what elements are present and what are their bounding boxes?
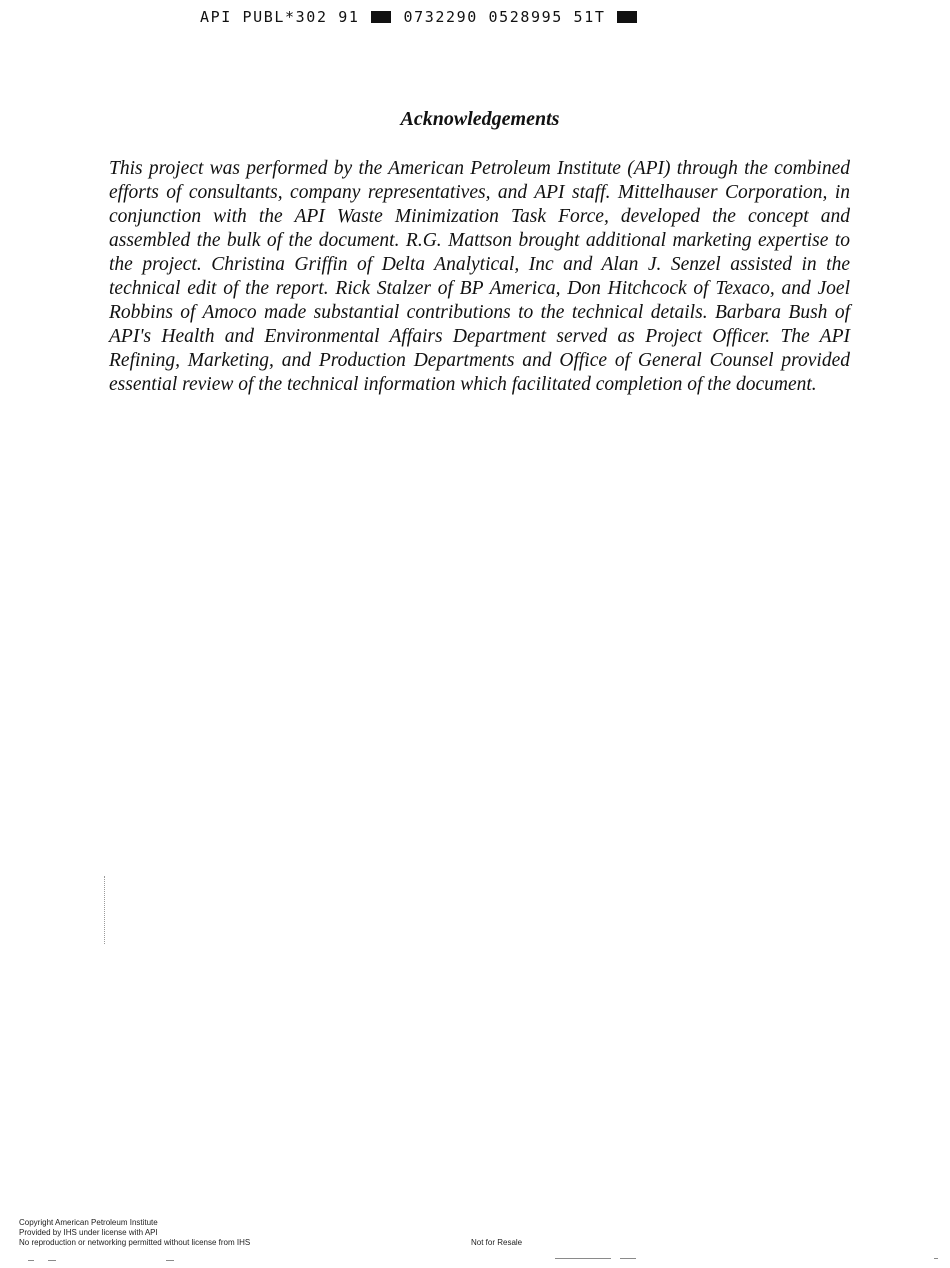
- not-for-resale-label: Not for Resale: [471, 1238, 523, 1247]
- footer-copyright-line: Copyright American Petroleum Institute: [19, 1218, 158, 1227]
- acknowledgements-paragraph: This project was performed by the American Petroleum Institute (API) through the combined efforts of consultants, company representatives, and API staff. Mittelhauser Corporation, in conjunction with the API Waste Minimization Task Force, developed the concept and assembled the bulk of the document. R.G. Mattson brought additional marketing expertise to the project. Christina Griffin of Delta Analytical, Inc and Alan J. Senzel assisted in the technical edit of the report. Rick Stalzer of BP America, Don Hitchcock of Texaco, and Joel Robbins of Amoco made substantial contributions to the technical details. Barbara Bush of API's Health and Environmental Affairs Department served as Project Officer. The API Refining, Marketing, and Production Departments and Office of General Counsel provided essential review of the technical information which facilitated completion of the document.: [109, 158, 850, 395]
- scan-artifact-marks: [104, 876, 107, 944]
- document-code-part1: API PUBL*302 91: [200, 8, 360, 26]
- scan-dash: [166, 1260, 174, 1261]
- document-code-part2: 0732290 0528995 51T: [403, 8, 606, 26]
- scan-dash: [934, 1258, 938, 1259]
- scan-dash: [48, 1260, 56, 1261]
- redaction-block-icon: [371, 11, 391, 23]
- copyright-footer: [19, 1218, 250, 1248]
- scan-dash: [620, 1258, 636, 1259]
- footer-provided-line: Provided by IHS under license with API: [19, 1228, 158, 1237]
- footer-reproduction-line: No reproduction or networking permitted without license from IHS: [19, 1238, 251, 1247]
- scan-dash: [555, 1258, 611, 1259]
- document-code-header: [200, 8, 637, 26]
- page-title: Acknowledgements: [400, 108, 560, 130]
- scan-dash: [28, 1260, 34, 1261]
- redaction-block-icon: [617, 11, 637, 23]
